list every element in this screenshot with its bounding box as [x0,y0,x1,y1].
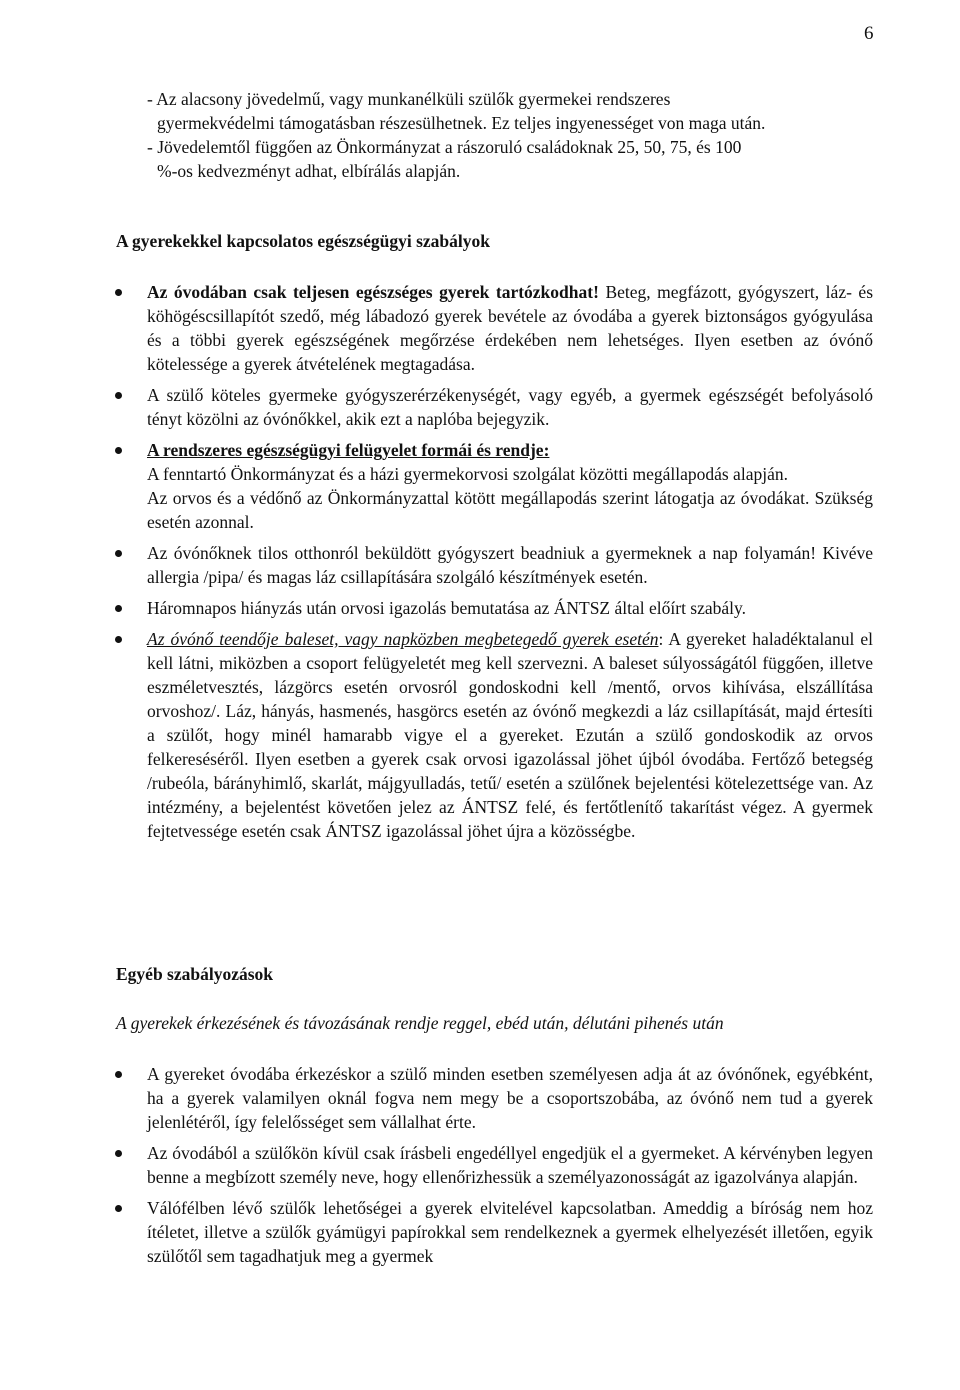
list-item [147,627,873,843]
health-rule-lead: Az óvodában csak teljesen egészséges gyerek tartózkodhat! [147,282,599,302]
list-item [147,280,873,376]
arrival-departure-subheading: A gyerekek érkezésének és távozásának rendje reggel, ebéd után, délutáni pihenés után [116,1013,724,1033]
other-rule-text: A gyereket óvodába érkezéskor a szülő minden esetben személyesen adja át az óvónőnek, egyébként, ha a gyerek valamilyen oknál fogva nem megy be a csoportszobába, az óvónő nem tud a gyerek jelenlétéről, így felelősséget sem vállalhat érte. [147,1064,873,1132]
health-rule-text-2: Az orvos és a védőnő az Önkormányzattal kötött megállapodás szerint látogatja az óvodákat. Szükség esetén azonnal. [147,488,873,532]
health-rules-list [147,280,873,850]
other-rule-text: Válófélben lévő szülők lehetőségei a gyerek elvitelével kapcsolatban. Ameddig a bíróság nem hoz ítéletet, illetve a szülők gyámügyi papírokkal sem rendelkeznek a gyermek elhelyezését illetően, egyik szülőtől sem tagadhatjuk meg a gyermek [147,1198,873,1266]
other-rules-heading: Egyéb szabályozások [116,964,274,984]
health-rule-text: A fenntartó Önkormányzat és a házi gyermekorvosi szolgálat közötti megállapodás alapján. [147,464,788,484]
health-rules-heading: A gyerekekkel kapcsolatos egészségügyi szabályok [116,231,490,251]
intro-line-1-continuation: gyermekvédelmi támogatásban részesülhetnek. Ez teljes ingyenességet von maga után. [157,113,766,133]
health-rule-text: Háromnapos hiányzás után orvosi igazolás bemutatása az ÁNTSZ által előírt szabály. [147,598,747,618]
bullet-icon [115,392,122,399]
bullet-icon [115,605,122,612]
intro-line-2: - Jövedelemtől függően az Önkormányzat a rászoruló családoknak 25, 50, 75, és 100 [147,137,742,157]
bullet-icon [115,1150,122,1157]
list-item [147,1062,873,1134]
bullet-icon [115,1205,122,1212]
bullet-icon [115,550,122,557]
health-rule-lead: A rendszeres egészségügyi felügyelet formái és rendje: [147,440,550,460]
list-item [147,438,873,534]
health-rule-text: Az óvónőknek tilos otthonról beküldött gyógyszert beadniuk a gyermeknek a nap folyamán! Kivéve allergia /pipa/ és magas láz csillapítására szolgáló készítmények esetén. [147,543,873,587]
intro-block [147,87,847,183]
other-rule-text: Az óvodából a szülőkön kívül csak írásbeli engedéllyel engedjük el a gyermeket. A kérvényben legyen benne a megbízott személy neve, hogy ellenőrizhessük a személyazonosságát az igazolványa alapján. [147,1143,873,1187]
bullet-icon [115,289,122,296]
bullet-icon [115,447,122,454]
health-rule-lead: Az óvónő teendője baleset, vagy napközben megbetegedő gyerek esetén [147,629,659,649]
bullet-icon [115,636,122,643]
health-rule-text: Beteg, megfázott, gyógyszert, láz- és köhögéscsillapítót szedő, még lábadozó gyerek bevétele az óvodába a gyerek biztonságos gyógyulása és a többi gyerek egészségének megőrzése érdekében nem lehetséges. Ilyen esetben az óvónő kötelessége a gyerek átvételének megtagadása. [147,282,874,374]
list-item [147,1141,873,1189]
list-item [147,596,873,620]
bullet-icon [115,1071,122,1078]
intro-line-2-continuation: %-os kedvezményt adhat, elbírálás alapján. [157,161,461,181]
page-number: 6 [864,23,874,44]
health-rule-text: : A gyereket haladéktalanul el kell látni, miközben a csoport felügyeletét meg kell szervezni. A baleset súlyosságától függően, illetve eszméletvesztés, lázgörcs esetén orvosról gondoskodni kell /mentő, orvos kihívása, elszállítása orvoshoz/. Láz, hányás, hasmenés, hasgörcs esetén az óvónő megkezdi a láz csillapítását, majd értesíti a szülőt, hogy minél hamarabb vigye el a gyereket. Ezután a szülő gondoskodik az orvos felkereséséről. Ilyen esetben a gyerek csak orvosi igazolással jöhet újból óvodába. Fertőző betegség /rubeóla, bárányhimlő, skarlát, májgyulladás, tetű/ esetén a szülőnek bejelentési kötelezettsége van. Az intézmény, a bejelentést követően jelez az ÁNTSZ felé, és fertőtlenítő takarítást végez. A gyermek fejtetvessége esetén csak ÁNTSZ igazolással jöhet újra a közösségbe. [147,629,873,841]
intro-line-1: - Az alacsony jövedelmű, vagy munkanélküli szülők gyermekei rendszeres [147,89,671,109]
health-rule-text: A szülő köteles gyermeke gyógyszerérzékenységét, vagy egyéb, a gyermek egészségét befolyásoló tényt közölni az óvónőkkel, akik ezt a naplóba bejegyzik. [147,385,873,429]
list-item [147,383,873,431]
other-rules-list [147,1062,873,1275]
list-item [147,1196,873,1268]
list-item [147,541,873,589]
